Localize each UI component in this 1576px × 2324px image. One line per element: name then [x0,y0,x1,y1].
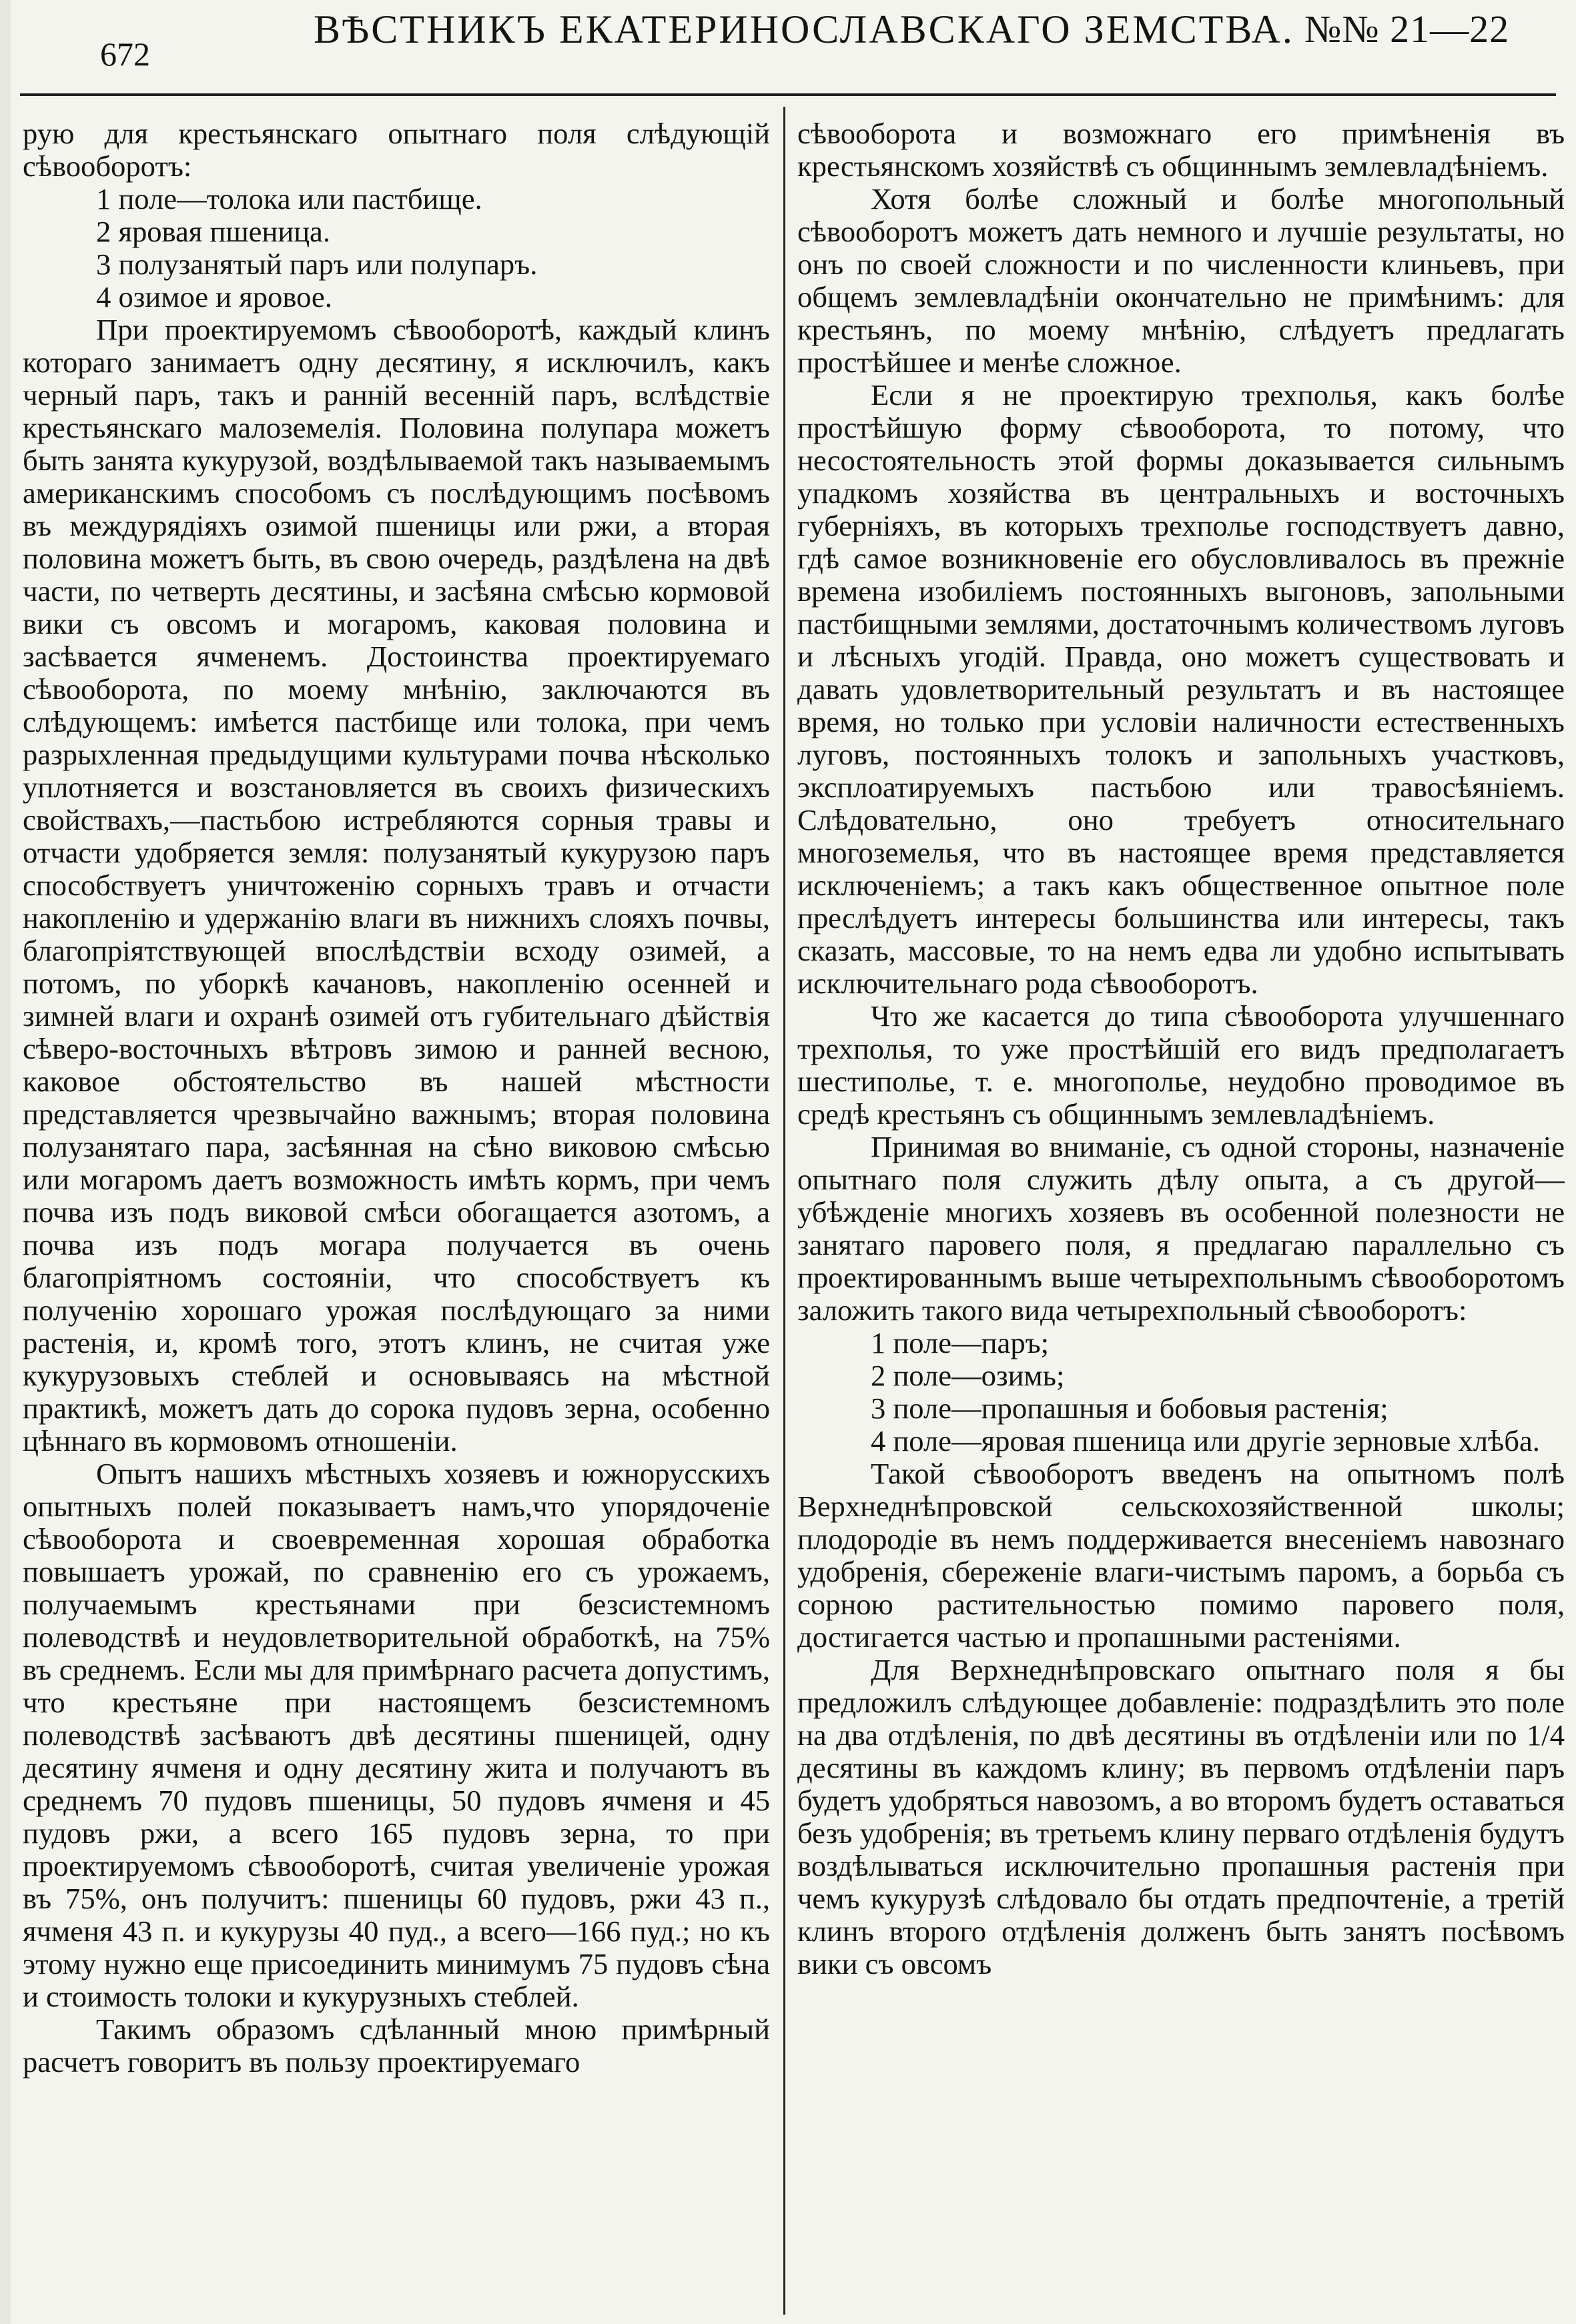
header-rule [20,93,1556,96]
issue-number: №№ 21—22 [1304,7,1510,51]
list-item: 4 поле—яровая пшеница или другіе зерновые хлѣба. [871,1424,1540,1458]
list-item: 2 яровая пшеница. [96,215,331,248]
page-edge-shadow [0,0,11,2324]
paragraph: Принимая во вниманіе, съ одной стороны, назначеніе опытнаго поля служить дѣлу опыта, а съ другой—убѣжденіе многихъ хозяевъ въ особенной полезности не занятаго паровего поля, я предлагаю параллельно съ проектированнымъ выше четырехпольнымъ сѣвооборотомъ заложить такого вида четырехпольный сѣвооборотъ: [797,1130,1565,1327]
paragraph: Что же касается до типа сѣвооборота улучшеннаго трехполья, то уже простѣйшій его видъ предполагаетъ шестиполье, т. е. многополье, неудобно проводимое въ средѣ крестьянъ съ общиннымъ землевладѣніемъ. [797,999,1565,1131]
list-item: 4 озимое и яровое. [96,280,332,314]
list-item: 1 поле—толока или пастбище. [96,182,482,215]
list-item: 3 полузанятый паръ или полупаръ. [96,247,538,281]
paragraph: Для Верхнеднѣпровскаго опытнаго поля я бы предложилъ слѣдующее добавленіе: подраздѣлить это поле на два отдѣленія, по двѣ десятины въ отдѣленіи или по 1/4 десятины въ каждомъ клину; въ первомъ отдѣленіи паръ будетъ удобряться навозомъ, а во второмъ будетъ оставаться безъ удобренія; въ третьемъ клину перваго отдѣленія будутъ воздѣлываться исключительно пропашныя растенія при чемъ кукурузѣ слѣдовало бы отдать предпочтеніе, а третій клинъ второго отдѣленія долженъ быть занятъ посѣвомъ вики съ овсомъ [797,1653,1565,1980]
left-column [23,117,770,2312]
paragraph: При проектируемомъ сѣвооборотѣ, каждый клинъ котораго занимаетъ одну десятину, я исключилъ, какъ черный паръ, такъ и ранній весенній паръ, вслѣдствіе крестьянскаго малоземелія. Половина полупара можетъ быть занята кукурузой, воздѣлываемой такъ называемымъ американскимъ способомъ съ послѣдующимъ посѣвомъ въ междурядіяхъ озимой пшеницы или ржи, а вторая половина можетъ быть, въ свою очередь, раздѣлена на двѣ части, по четверть десятины, и засѣяна смѣсью кормовой вики съ овсомъ и могаромъ, каковая половина и засѣвается ячменемъ. Достоинства проектируемаго сѣвооборота, по моему мнѣнію, заключаются въ слѣдующемъ: имѣется пастбище или толока, при чемъ разрыхленная предыдущими культурами почва нѣсколько уплотняется и возстановляется въ своихъ физическихъ свойствахъ,—пастьбою истребляются сорныя травы и отчасти удобряется земля: полузанятый кукурузою паръ способствуетъ уничтоженію сорныхъ травъ и отчасти накопленію и удержанію влаги въ нижнихъ слояхъ почвы, благопріятствующей впослѣдствіи всходу озимей, а потомъ, по уборкѣ качановъ, накопленію осенней и зимней влаги и охранѣ озимей отъ губительнаго дѣйствія сѣверо-восточныхъ вѣтровъ зимою и ранней весною, каковое обстоятельство въ нашей мѣстности представляется чрезвычайно важнымъ; вторая половина полузанятаго пара, засѣянная на сѣно виковою смѣсью или могаромъ даетъ возможность имѣть кормъ, при чемъ почва изъ подъ виковой смѣси обогащается азотомъ, а почва изъ подъ могара получается въ очень благопріятномъ состояніи, что способствуетъ къ полученію хорошаго урожая послѣдующаго за ними растенія, и, кромѣ того, этотъ клинъ, не считая уже кукурузовыхъ стеблей и основываясь на мѣстной практикѣ, можетъ дать до сорока пудовъ зерна, особенно цѣннаго въ кормовомъ отношеніи. [23,313,770,1458]
journal-title: ВѢСТНИКЪ ЕКАТЕРИНОСЛАВСКАГО ЗЕМСТВА. [314,7,1294,51]
paragraph: рую для крестьянскаго опытнаго поля слѣдующій сѣвооборотъ: [23,117,770,183]
list-item: 1 поле—паръ; [871,1326,1050,1359]
page-number: 672 [100,35,150,73]
paragraph: Хотя болѣе сложный и болѣе многопольный сѣвооборотъ можетъ дать немного и лучшіе результаты, но онъ по своей сложности и по численности клиньевъ, при общемъ землевладѣніи окончательно не примѣнимъ: для крестьянъ, по моему мнѣнію, слѣдуетъ предлагать простѣйшее и менѣе сложное. [797,182,1565,379]
list-item: 3 поле—пропашныя и бобовыя растенія; [871,1391,1389,1425]
paragraph: Такимъ образомъ сдѣланный мною примѣрный расчетъ говоритъ въ пользу проектируемаго [23,2012,770,2079]
right-column [797,117,1565,2312]
list-item: 2 поле—озимь; [871,1359,1065,1392]
paragraph: Если я не проектирую трехполья, какъ болѣе простѣйшую форму сѣвооборота, то потому, что несостоятельность этой формы доказывается сильнымъ упадкомъ хозяйства въ центральныхъ и восточныхъ губерніяхъ, въ которыхъ трехполье господствуетъ давно, гдѣ самое возникновеніе его обусловливалось въ прежніе времена изобиліемъ постоянныхъ выгоновъ, запольными пастбищными землями, достаточнымъ количествомъ луговъ и лѣсныхъ угодій. Правда, оно можетъ существовать и давать удовлетворительный результатъ и въ настоящее время, но только при условіи наличности естественныхъ луговъ, постоянныхъ толокъ и запольныхъ участковъ, эксплоатируемыхъ пастьбою или травосѣяніемъ. Слѣдовательно, оно требуетъ относительнаго многоземелья, что въ настоящее время представляется исключеніемъ; а такъ какъ общественное опытное поле преслѣдуетъ интересы большинства или интересы, такъ сказать, массовые, то на немъ едва ли удобно испытывать исключительнаго рода сѣвооборотъ. [797,378,1565,1000]
page-header [0,0,1576,100]
paragraph: Такой сѣвооборотъ введенъ на опытномъ полѣ Верхнеднѣпровской сельскохозяйственной школы; плодородіе въ немъ поддерживается внесеніемъ навознаго удобренія, сбереженіе влаги-чистымъ паромъ, а борьба съ сорною растительностью помимо паровего поля, достигается частью и пропашными растеніями. [797,1457,1565,1654]
paragraph: сѣвооборота и возможнаго его примѣненія въ крестьянскомъ хозяйствѣ съ общиннымъ землевладѣніемъ. [797,117,1565,183]
paragraph: Опытъ нашихъ мѣстныхъ хозяевъ и южнорусскихъ опытныхъ полей показываетъ намъ,что упорядоченіе сѣвооборота и своевременная хорошая обработка повышаетъ урожай, по сравненію его съ урожаемъ, получаемымъ крестьянами при безсистемномъ полеводствѣ и неудовлетворительной обработкѣ, на 75% въ среднемъ. Если мы для примѣрнаго расчета допустимъ, что крестьяне при настоящемъ безсистемномъ полеводствѣ засѣваютъ двѣ десятины пшеницей, одну десятину ячменя и одну десятину жита и получаютъ въ среднемъ 70 пудовъ пшеницы, 50 пудовъ ячменя и 45 пудовъ ржи, а всего 165 пудовъ зерна, то при проектируемомъ сѣвооборотѣ, считая увеличеніе урожая въ 75%, онъ получитъ: пшеницы 60 пудовъ, ржи 43 п., ячменя 43 п. и кукурузы 40 пуд., а всего—166 пуд.; но къ этому нужно еще присоединить минимумъ 75 пудовъ сѣна и стоимость толоки и кукурузныхъ стеблей. [23,1457,770,2013]
column-divider [783,107,785,2315]
